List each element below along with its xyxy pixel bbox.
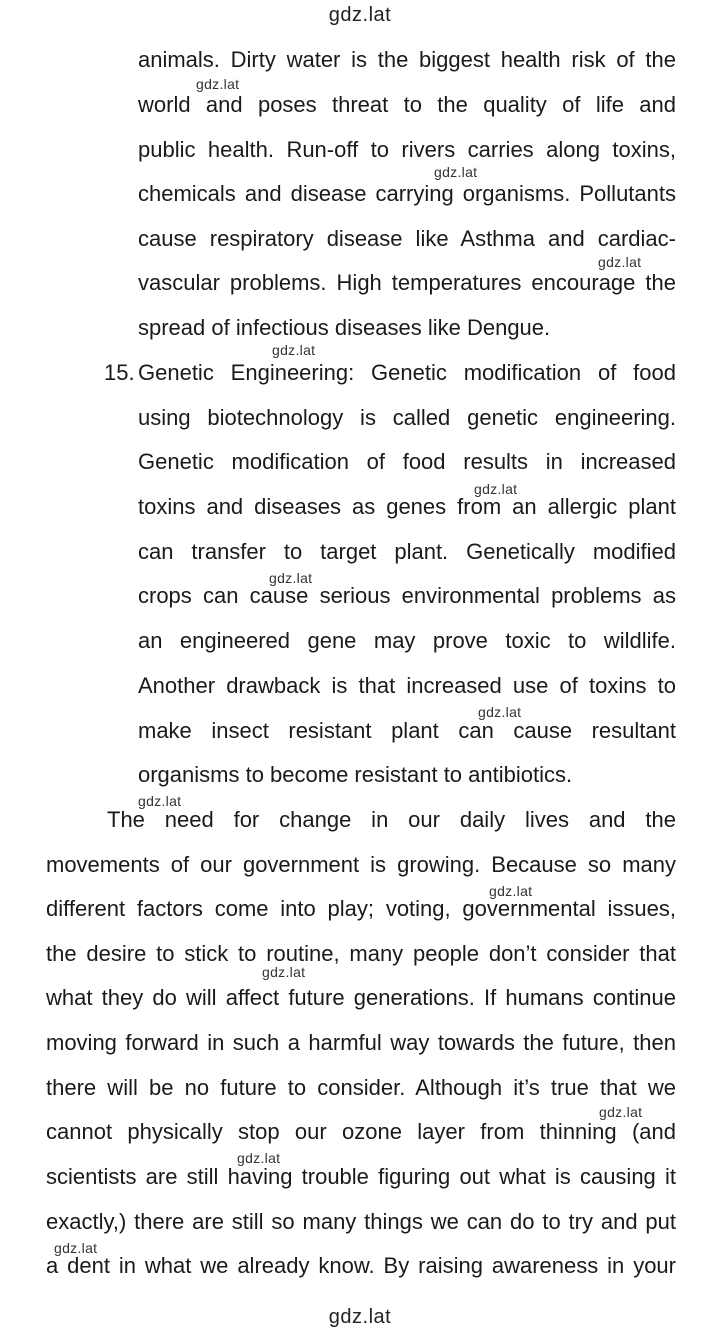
watermark: gdz.lat [272, 342, 316, 358]
text-line: exactly,) there are still so many things we can do to try and put [46, 1209, 676, 1234]
watermark: gdz.lat [138, 793, 182, 809]
watermark: gdz.lat [262, 964, 306, 980]
header-watermark: gdz.lat [328, 4, 392, 26]
watermark: gdz.lat [54, 1240, 98, 1256]
text-line: make insect resistant plant can cause resultant [138, 718, 676, 743]
text-line: moving forward in such a harmful way towards the future, then [46, 1030, 676, 1055]
text-line: what they do will affect future generations. If humans continue [46, 985, 676, 1010]
text-line: organisms to become resistant to antibiotics. [138, 762, 573, 787]
watermark: gdz.lat [474, 481, 518, 497]
watermark: gdz.lat [434, 164, 478, 180]
text-line: an engineered gene may prove toxic to wildlife. [138, 628, 676, 653]
text-line: using biotechnology is called genetic engineering. [138, 405, 676, 430]
text-line: different factors come into play; voting, governmental issues, [46, 896, 676, 921]
text-line: toxins and diseases as genes from an allergic plant [138, 494, 676, 519]
text-line: vascular problems. High temperatures encourage the [138, 270, 676, 295]
watermark: gdz.lat [489, 883, 533, 899]
list-number: 15. [104, 360, 135, 385]
text-line: crops can cause serious environmental problems as [138, 583, 676, 608]
text-line: chemicals and disease carrying organisms. Pollutants [138, 181, 676, 206]
text-line: The need for change in our daily lives and the [107, 807, 676, 832]
footer-watermark: gdz.lat [328, 1306, 392, 1328]
watermark: gdz.lat [599, 1104, 643, 1120]
watermark: gdz.lat [269, 570, 313, 586]
text-line: Another drawback is that increased use of toxins to [138, 673, 676, 698]
watermark: gdz.lat [196, 76, 240, 92]
text-line: can transfer to target plant. Genetically modified [138, 539, 676, 564]
text-line: cannot physically stop our ozone layer from thinning (and [46, 1119, 676, 1144]
text-line: scientists are still having trouble figuring out what is causing it [46, 1164, 676, 1189]
text-line: cause respiratory disease like Asthma and cardiac- [138, 226, 676, 251]
text-line: the desire to stick to routine, many people don’t consider that [46, 941, 676, 966]
watermark: gdz.lat [598, 254, 642, 270]
text-line: spread of infectious diseases like Dengue. [138, 315, 551, 340]
text-line: movements of our government is growing. Because so many [46, 852, 676, 877]
text-line: public health. Run-off to rivers carries along toxins, [138, 137, 676, 162]
text-line: a dent in what we already know. By raising awareness in your [46, 1253, 676, 1278]
text-line: Genetic Engineering: Genetic modification of food [138, 360, 676, 385]
text-line: animals. Dirty water is the biggest health risk of the [138, 47, 676, 72]
watermark: gdz.lat [237, 1150, 281, 1166]
text-line: Genetic modification of food results in increased [138, 449, 676, 474]
text-line: world and poses threat to the quality of life and [138, 92, 676, 117]
watermark: gdz.lat [478, 704, 522, 720]
text-line: there will be no future to consider. Although it’s true that we [46, 1075, 676, 1100]
